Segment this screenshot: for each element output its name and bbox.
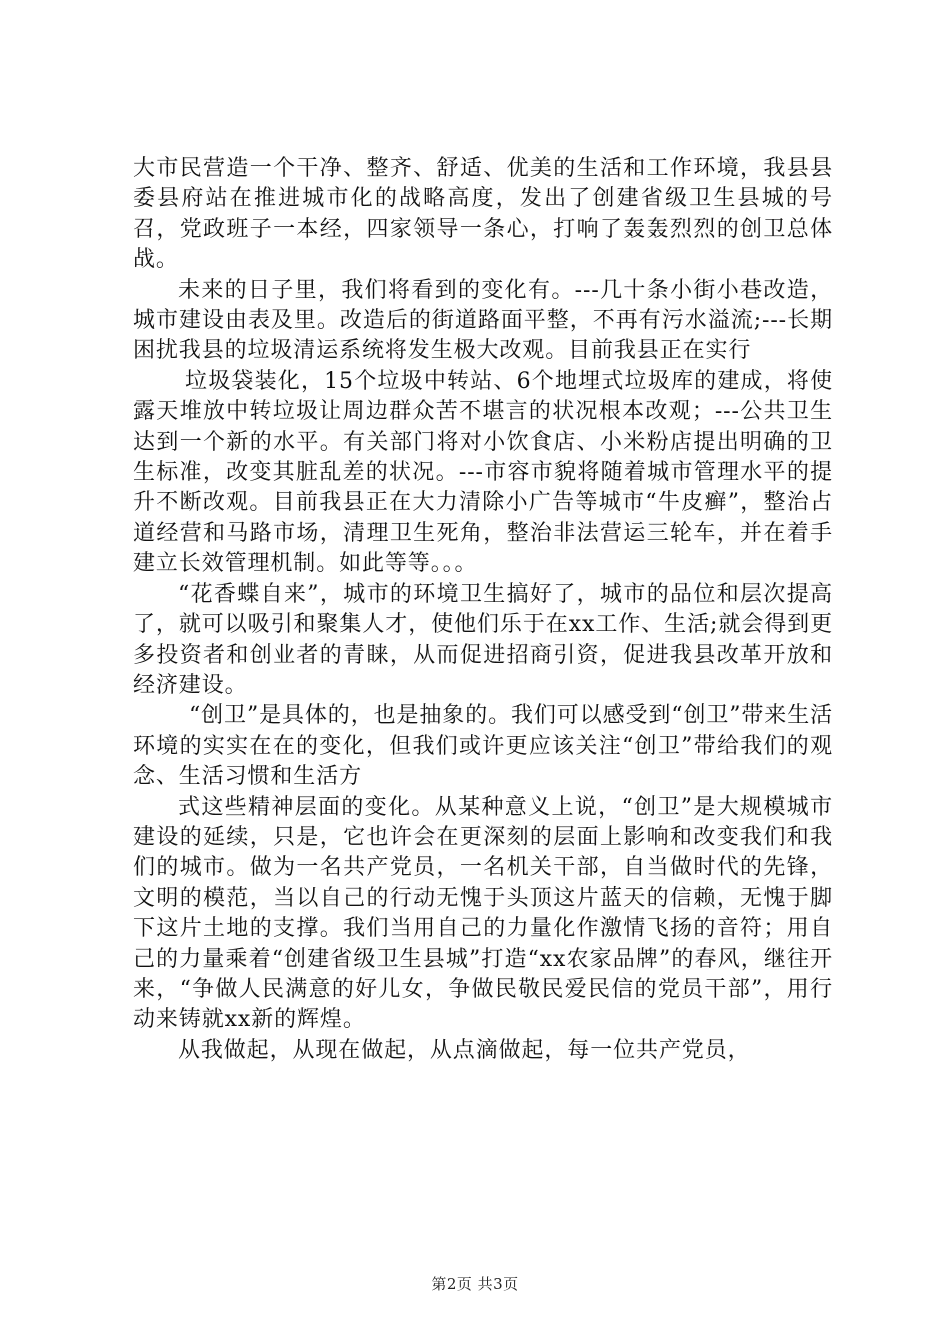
paragraph-3: 垃圾袋装化，15个垃圾中转站、6个地埋式垃圾库的建成，将使露天堆放中转垃圾让周边群众苦不堪言的状况根本改观；---公共卫生达到一个新的水平。有关部门将对小饮食店、小米粉店提出明确的卫生标准，改变其脏乱差的状况。---市容市貌将随着城市管理水平的提升不断改观。目前我县正在大力清除小广告等城市“牛皮癣”，整治占道经营和马路市场，清理卫生死角，整治非法营运三轮车，并在着手建立长效管理机制。如此等等。。。 xyxy=(133,368,833,577)
document-body xyxy=(133,154,833,1066)
page-footer: 第2页 共3页 xyxy=(431,1275,519,1293)
paragraph-6: 式这些精神层面的变化。从某种意义上说，“创卫”是大规模城市建设的延续，只是，它也许会在更深刻的层面上影响和改变我们和我们的城市。做为一名共产党员，一名机关干部，自当做时代的先锋，文明的模范，当以自己的行动无愧于头顶这片蓝天的信赖，无愧于脚下这片土地的支撑。我们当用自己的力量化作激情飞扬的音符；用自己的力量乘着“创建省级卫生县城”打造“xx农家品牌”的春风，继往开来，“争做人民满意的好儿女，争做民敬民爱民信的党员干部”，用行动来铸就xx新的辉煌。 xyxy=(133,794,833,1033)
paragraph-7: 从我做起，从现在做起，从点滴做起，每一位共产党员， xyxy=(178,1037,751,1063)
paragraph-5: “创卫”是具体的，也是抽象的。我们可以感受到“创卫”带来生活环境的实实在在的变化，但我们或许更应该关注“创卫”带给我们的观念、生活习惯和生活方 xyxy=(133,703,833,790)
paragraph-4: “花香蝶自来”，城市的环境卫生搞好了，城市的品位和层次提高了，就可以吸引和聚集人才，使他们乐于在xx工作、生活;就会得到更多投资者和创业者的青睐，从而促进招商引资，促进我县改革开放和经济建设。 xyxy=(133,581,833,698)
paragraph-2: 未来的日子里，我们将看到的变化有。---几十条小街小巷改造，城市建设由表及里。改造后的街道路面平整，不再有污水溢流;---长期困扰我县的垃圾清运系统将发生极大改观。目前我县正在实行 xyxy=(133,277,833,364)
paragraph-1: 大市民营造一个干净、整齐、舒适、优美的生活和工作环境，我县县委县府站在推进城市化的战略高度，发出了创建省级卫生县城的号召，党政班子一本经，四家领导一条心，打响了轰轰烈烈的创卫总体战。 xyxy=(133,156,833,273)
